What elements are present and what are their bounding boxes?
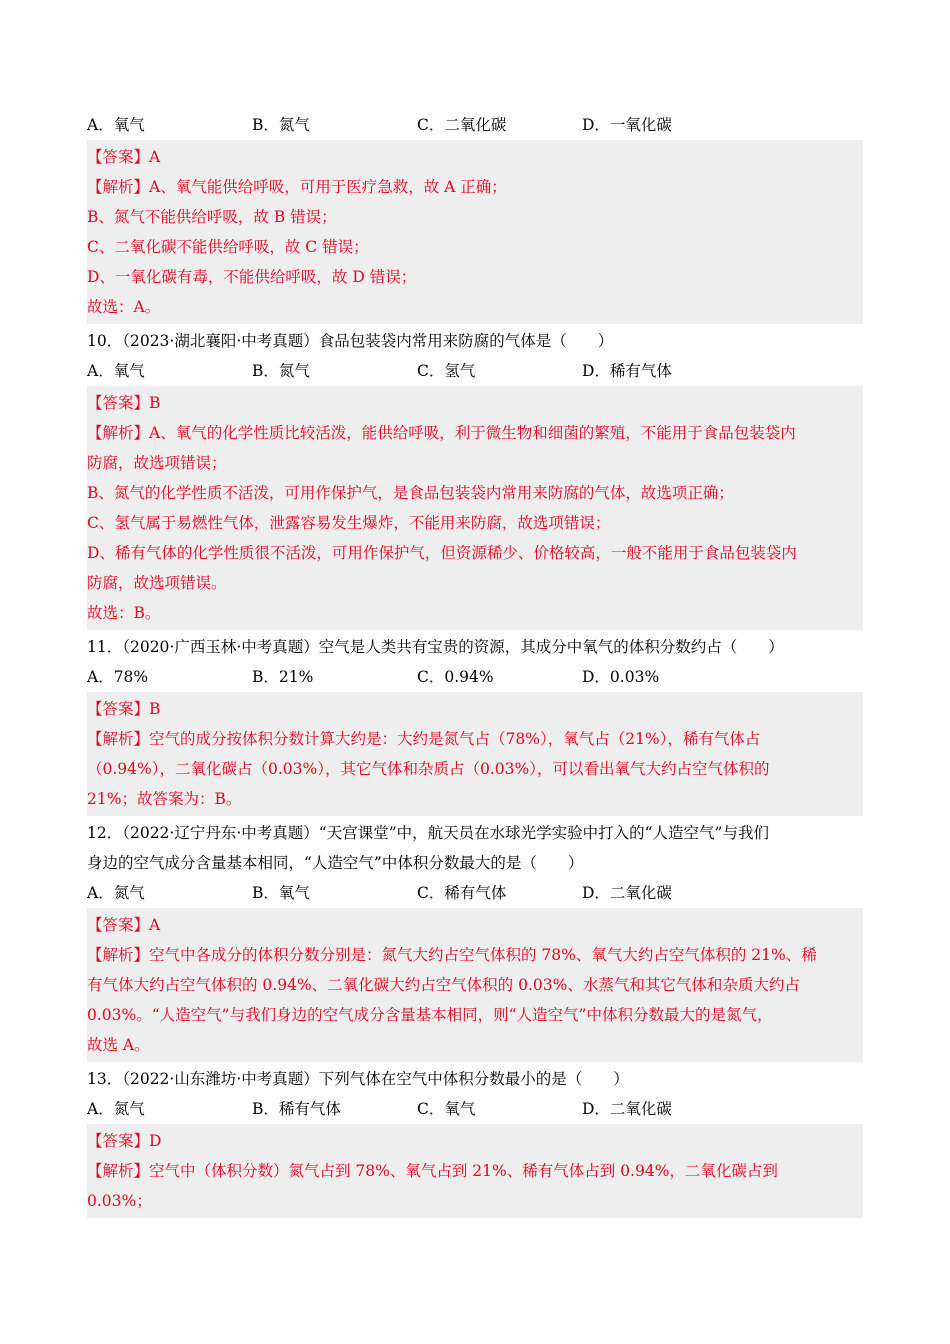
q10-option-b: B．氮气: [252, 362, 310, 380]
q12-option-b: B．氧气: [252, 884, 310, 902]
q10-analysis-line: 防腐，故选项错误。: [87, 574, 227, 592]
q11-option-b: B．21%: [252, 668, 314, 686]
q12-option-c: C．稀有气体: [417, 884, 507, 902]
q9-option-b: B．氮气: [252, 116, 310, 134]
q12-analysis-line: 【解析】空气中各成分的体积分数分别是：氮气大约占空气体积的 78%、氧气大约占空气体积的 21%、稀: [87, 946, 817, 964]
q9-option-d: D．一氧化碳: [582, 116, 672, 134]
q10-analysis-line: B、氮气的化学性质不活泼，可用作保护气，是食品包装袋内常用来防腐的气体，故选项正确；: [87, 484, 734, 502]
q11-analysis-line: （0.94%），二氧化碳占（0.03%），其它气体和杂质占（0.03%），可以看出氧气大约占空气体积的: [87, 760, 770, 778]
q9-answer-block: [87, 140, 863, 324]
q12-analysis-line: 0.03%。“人造空气”与我们身边的空气成分含量基本相同，则“人造空气”中体积分数最大的是氮气，: [87, 1006, 773, 1024]
q11-option-d: D．0.03%: [582, 668, 660, 686]
q10-analysis-line: D、稀有气体的化学性质很不活泼，可用作保护气，但资源稀少、价格较高，一般不能用于食品包装袋内: [87, 544, 797, 562]
q11-analysis-line: 【解析】空气的成分按体积分数计算大约是：大约是氮气占（78%），氧气占（21%），稀有气体占: [87, 730, 761, 748]
q11-option-a: A．78%: [87, 668, 149, 686]
q11-answer-block: [87, 692, 863, 816]
q12-analysis-line: 有气体大约占空气体积的 0.94%、二氧化碳大约占空气体积的 0.03%、水蒸气和其它气体和杂质大约占: [87, 976, 800, 994]
q12-answer-block: [87, 908, 863, 1062]
q13-option-b: B．稀有气体: [252, 1100, 341, 1118]
q13-option-d: D．二氧化碳: [582, 1100, 672, 1118]
q11-question: 11．（2020·广西玉林·中考真题）空气是人类共有宝贵的资源，其成分中氧气的体积分数约占（ ）: [87, 638, 784, 656]
q13-answer: 【答案】D: [87, 1132, 162, 1150]
q12-question-line: 身边的空气成分含量基本相同，“人造空气”中体积分数最大的是（ ）: [87, 854, 584, 872]
q9-analysis-line: C、二氧化碳不能供给呼吸，故 C 错误；: [87, 238, 369, 256]
q9-analysis-line: 【解析】A、氧气能供给呼吸，可用于医疗急救，故 A 正确；: [87, 178, 507, 196]
q13-question: 13．（2022·山东潍坊·中考真题）下列气体在空气中体积分数最小的是（ ）: [87, 1070, 629, 1088]
q10-analysis-line: C、氢气属于易燃性气体，泄露容易发生爆炸，不能用来防腐，故选项错误；: [87, 514, 611, 532]
q12-question-line: 12．（2022·辽宁丹东·中考真题）“天宫课堂”中，航天员在水球光学实验中打入的“人造空气”与我们: [87, 824, 769, 842]
q10-analysis-line: 故选：B。: [87, 604, 161, 622]
q13-analysis-line: 【解析】空气中（体积分数）氮气占到 78%、氧气占到 21%、稀有气体占到 0.94%，二氧化碳占到: [87, 1162, 778, 1180]
q12-analysis-line: 故选 A。: [87, 1036, 150, 1054]
q10-options: [87, 356, 863, 386]
q10-question: 10．（2023·湖北襄阳·中考真题）食品包装袋内常用来防腐的气体是（ ）: [87, 332, 614, 350]
q9-analysis-line: B、氮气不能供给呼吸，故 B 错误；: [87, 208, 337, 226]
q9-answer: 【答案】A: [87, 148, 161, 166]
q13-option-c: C．氧气: [417, 1100, 476, 1118]
q11-option-c: C．0.94%: [417, 668, 494, 686]
q11-options: [87, 662, 863, 692]
q13-options: [87, 1094, 863, 1124]
q12-option-a: A．氮气: [87, 884, 145, 902]
q11-analysis-line: 21%；故答案为：B。: [87, 790, 242, 808]
q10-analysis-line: 【解析】A、氧气的化学性质比较活泼，能供给呼吸，利于微生物和细菌的繁殖，不能用于食品包装袋内: [87, 424, 796, 442]
q10-option-a: A．氧气: [87, 362, 145, 380]
q9-options: [87, 110, 863, 140]
q12-answer: 【答案】A: [87, 916, 161, 934]
q10-answer: 【答案】B: [87, 394, 161, 412]
q12-options: [87, 878, 863, 908]
q13-answer-block: [87, 1124, 863, 1218]
document-content: [87, 110, 863, 1220]
q10-analysis-line: 防腐，故选项错误；: [87, 454, 227, 472]
q12-option-d: D．二氧化碳: [582, 884, 672, 902]
q9-analysis-line: D、一氧化碳有毒，不能供给呼吸，故 D 错误；: [87, 268, 417, 286]
q13-analysis-line: 0.03%；: [87, 1192, 152, 1210]
q10-option-c: C．氢气: [417, 362, 476, 380]
q10-answer-block: [87, 386, 863, 630]
q9-option-a: A．氧气: [87, 116, 145, 134]
q11-answer: 【答案】B: [87, 700, 161, 718]
q9-option-c: C．二氧化碳: [417, 116, 507, 134]
q13-option-a: A．氮气: [87, 1100, 145, 1118]
q10-option-d: D．稀有气体: [582, 362, 672, 380]
q9-analysis-line: 故选：A。: [87, 298, 161, 316]
